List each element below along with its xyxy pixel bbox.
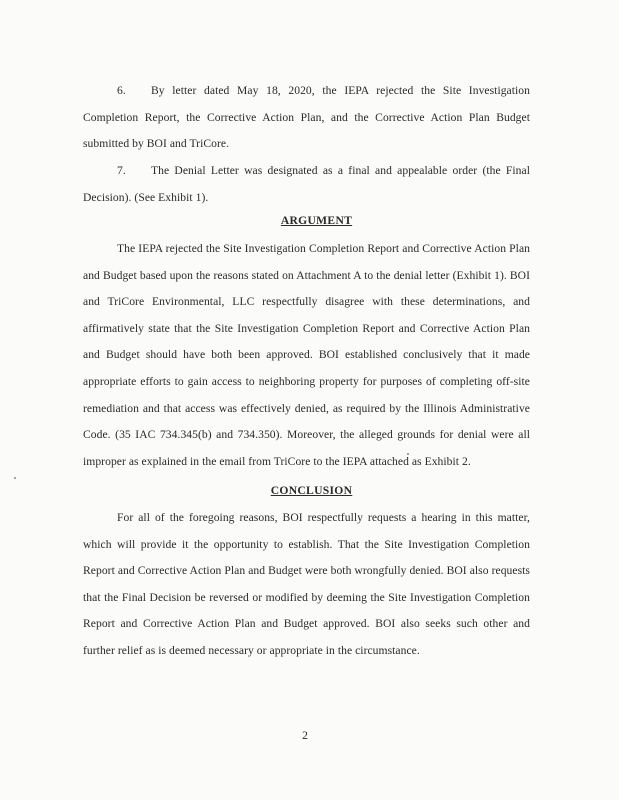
conclusion-text: For all of the foregoing reasons, BOI respectfully requests a hearing in this matter, which will provide it the opportunity to establish. That the Site Investigation Completion Report and Corrective Action Plan and Budget were both wrongfully denied. BOI also requests that the Final Decision be reversed or modified by deeming the Site Investigation Completion Report and Corrective Action Plan and Budget approved. BOI also seeks such other and further relief as is deemed necessary or appropriate in the circumstance.	[83, 511, 530, 657]
page-number: 2	[302, 729, 308, 742]
paragraph-6	[83, 78, 530, 158]
argument-paragraph	[83, 236, 530, 475]
scan-speck	[14, 477, 16, 479]
paragraph-number: 6.	[117, 84, 126, 97]
paragraph-text: The Denial Letter was designated as a final and appealable order (the Final Decision). (See Exhibit 1).	[83, 164, 530, 204]
paragraph-7	[83, 158, 530, 211]
paragraph-text: By letter dated May 18, 2020, the IEPA rejected the Site Investigation Completion Report, the Corrective Action Plan, and the Corrective Action Plan Budget submitted by BOI and TriCore.	[83, 84, 530, 151]
scan-speck	[407, 453, 409, 455]
conclusion-heading: CONCLUSION	[270, 484, 353, 497]
argument-text: The IEPA rejected the Site Investigation Completion Report and Corrective Action Plan and Budget based upon the reasons stated on Attachment A to the denial letter (Exhibit 1). BOI and TriCore Environmental, LLC respectfully disagree with these determinations, and affirmatively state that the Site Investigation Completion Report and Corrective Action Plan and Budget should have both been approved. BOI established conclusively that it made appropriate efforts to gain access to neighboring property for purposes of completing off-site remediation and that access was effectively denied, as required by the Illinois Administrative Code. (35 IAC 734.345(b) and 734.350). Moreover, the alleged grounds for denial were all improper as explained in the email from TriCore to the IEPA attached as Exhibit 2.	[83, 242, 530, 468]
paragraph-number: 7.	[117, 164, 126, 177]
conclusion-paragraph	[83, 505, 530, 665]
argument-heading: ARGUMENT	[280, 214, 353, 227]
